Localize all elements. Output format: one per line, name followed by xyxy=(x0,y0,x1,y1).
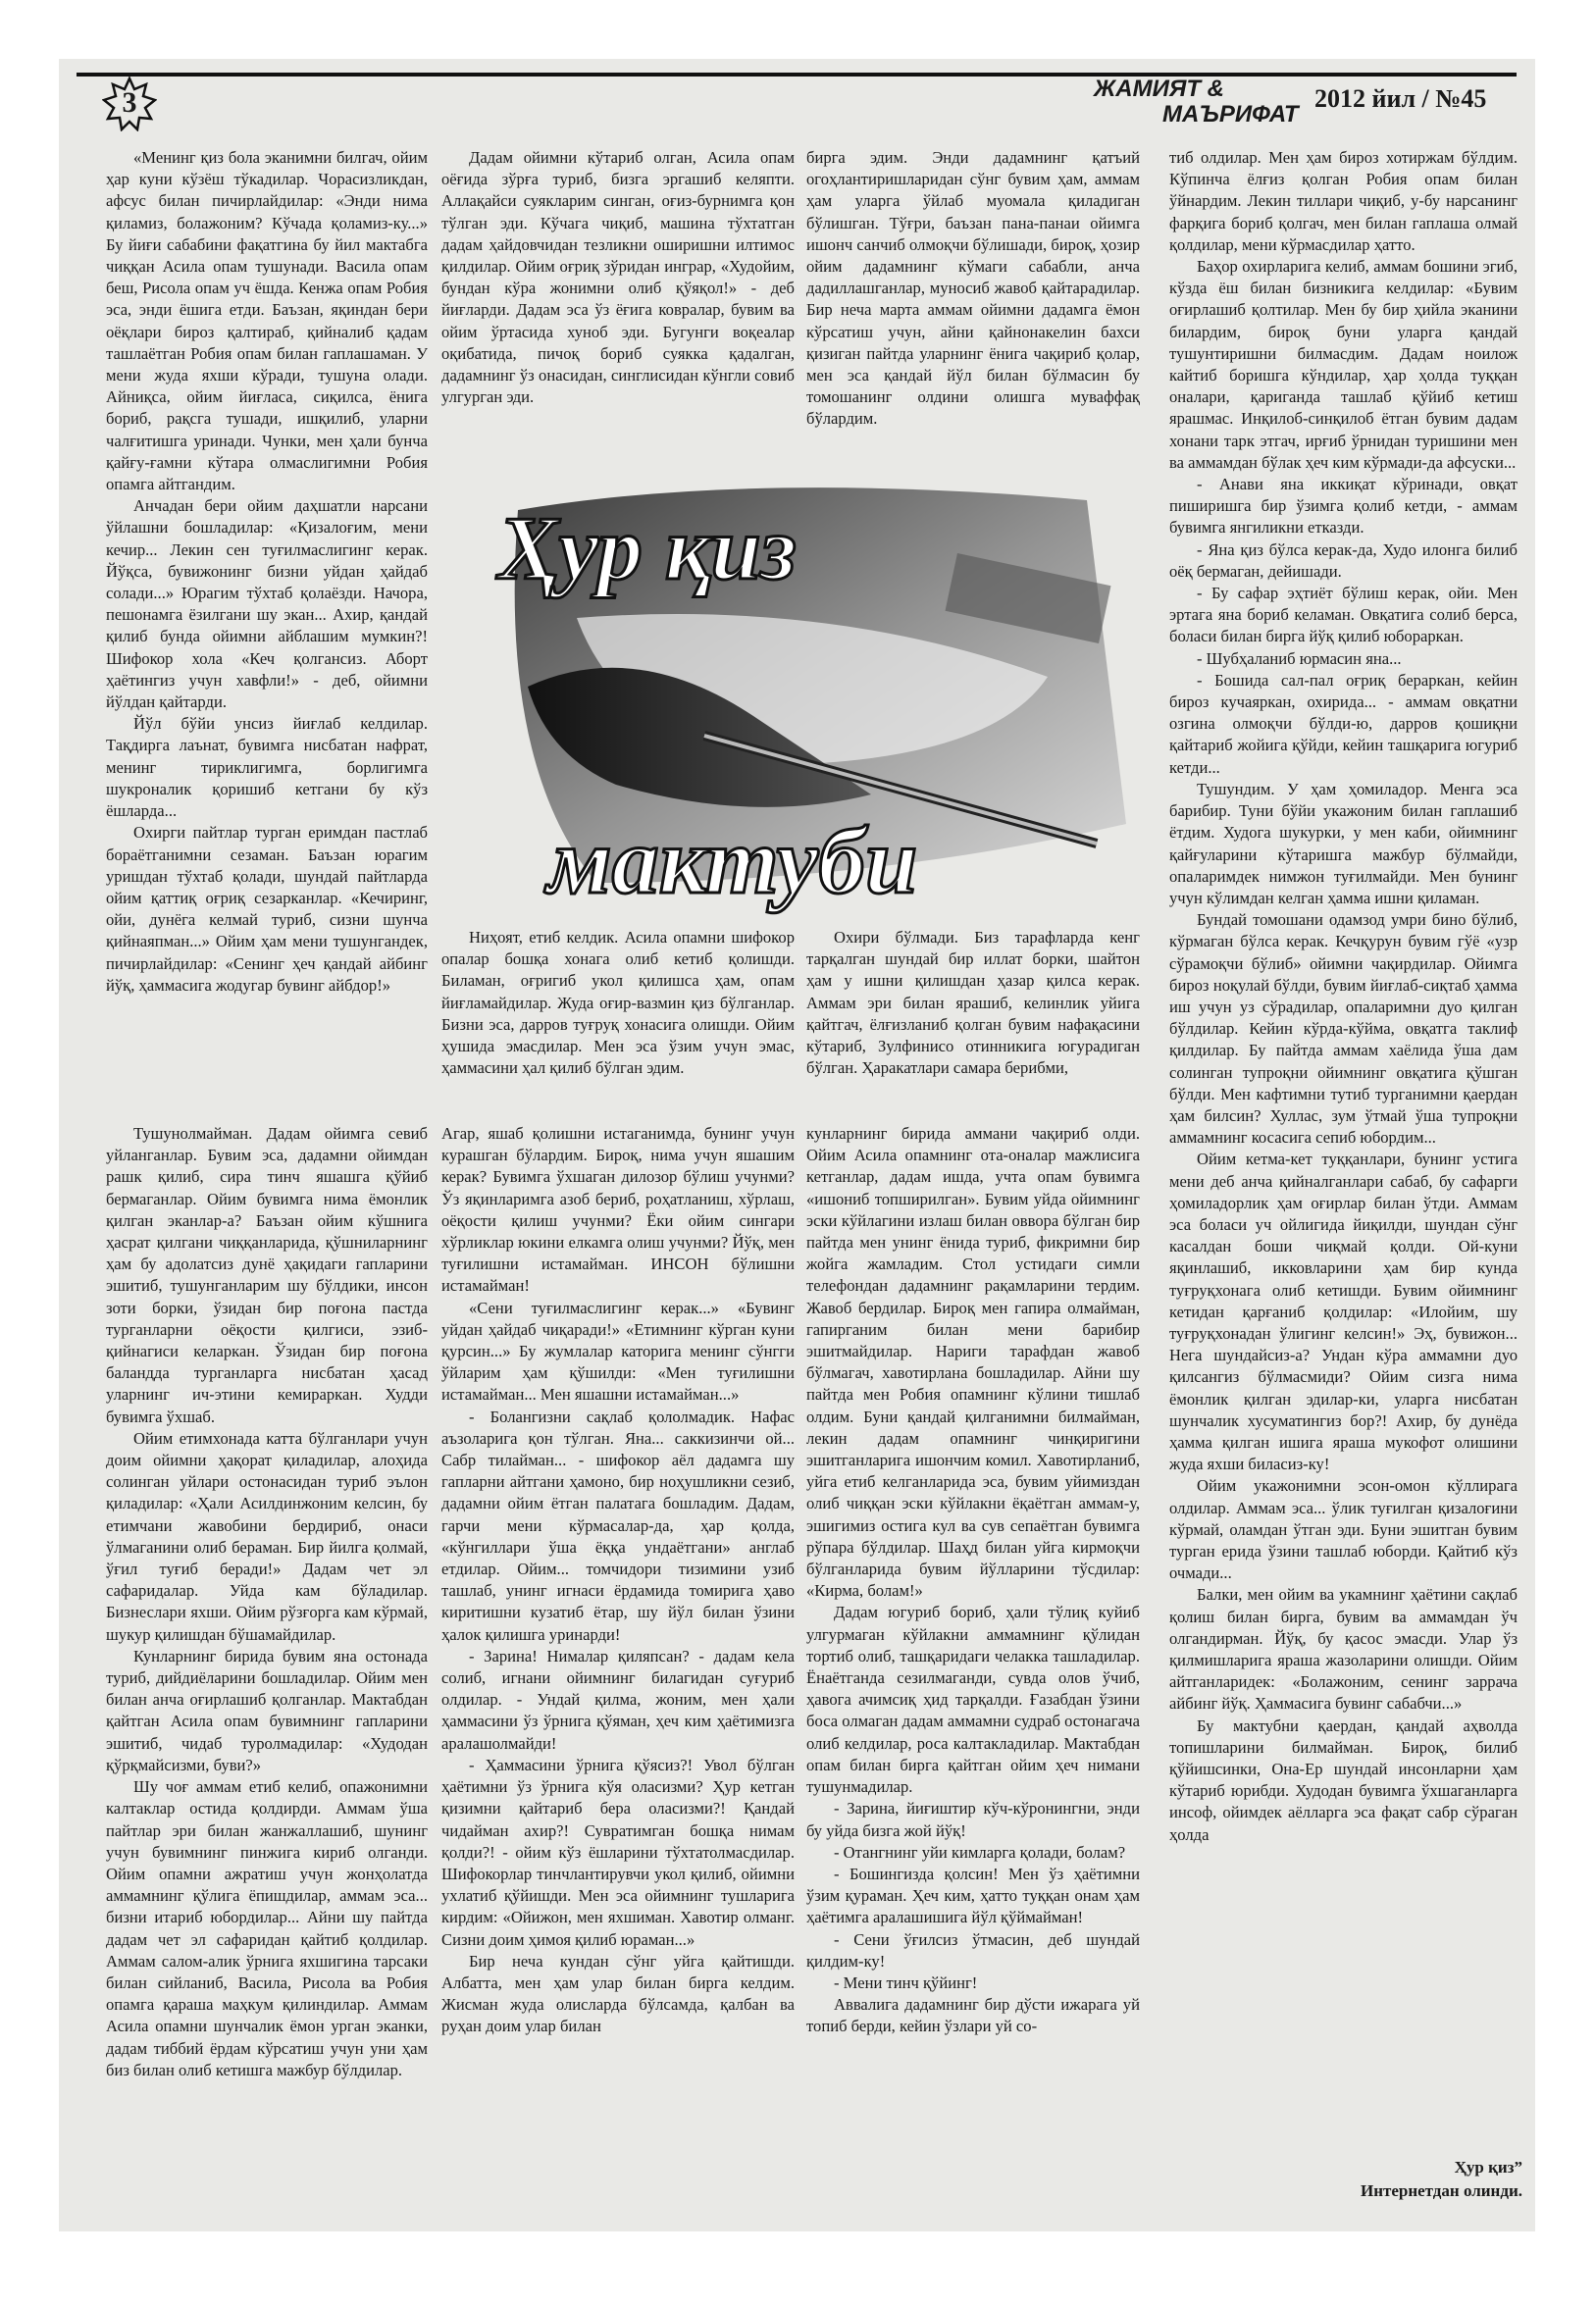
paragraph: кунларнинг бирида аммани чақириб олди. Ойим Асила опамнинг ота-оналар мажлисига кетганлар, дадам ишда, учта опам бувимга «ишониб топширилган». Бувим уйда ойимнинг эски кўйлагини излаш билан оввора бўлган бир пайтда мен унинг ёнида туриб, фикримни бир жойга жамладим. Стол устидаги симли телефондан дадамнинг рақамларини тердим. Жавоб бердилар. Бироқ мен гапира олмайман, гапирганим билан мени барибир эшитмайдилар. Нариги тарафдан жавоб бўлмагач, хавотирлана бошладилар. Айни шу пайтда мен Робия опамнинг кўлини тишлаб олдим. Буни қандай қилганимни билмайман, лекин дадам опамнинг чинқиригини эшитганларига ишончим комил. Хавотирланиб, уйга етиб келганларида эса, бувим уйимиздан олиб чиққан эски кўйлакни ёқаётган аммам-у, эшигимиз остига кул ва сув сепаётган бувимга рўпара бўлдилар. Шаҳд билан уйга кирмоқчи бўлганларида бувим йўлларини тўсдилар: «Кирма, болам!» xyxy=(806,1124,1140,1601)
page-number: 3 xyxy=(122,86,137,119)
column-4 xyxy=(1169,147,1518,1846)
paragraph: бирга эдим. Энди дадамнинг қатъий огоҳлантиришларидан сўнг бувим ҳам, аммам ҳам уларга ўйлаб муомала қиладиган бўлишган. Тўғри, баъзан пана-панаи ойимга ишонч санчиб олмоқчи бўлишади, бироқ, ҳозир ойим дадамнинг кўмаги сабабли, анча дадиллашганлар, муносиб жавоб қайтарадилар. Бир неча марта аммам ойимни дадамга ёмон кўрсатиш учун, айни қайнонакелин бахси қизиган пайтда уларнинг ёнига чақириб қолар, мен эса қандай йўл билан бўлмасин бу томошанинг олдини олишга муваффақ бўлардим. xyxy=(806,148,1140,429)
column-2-bottom xyxy=(441,1123,795,2038)
page-number-badge xyxy=(102,77,157,131)
masthead xyxy=(1084,76,1299,128)
paragraph: Дадам ойимни кўтариб олган, Асила опам оёғида зўрға туриб, бизга эргашиб келяпти. Аллақайси суякларим синган, оғиз-бурнимга қон тўлган эди. Кўчага чиқиб, машина тўхтатган дадам ҳайдовчидан тезликни оширишни илтимос қилдилар. Ойим оғриқ зўридан инграр, «Худойим, бундан кўра жонимни олиб қўяқол!» - деб йиғларди. Дадам эса ўз ёғига ковралар, бувим ва ойим ўртасида хуноб эди. Бугунги воқеалар оқибатида, пичоқ бориб суякка қадалган, дадамнинг ўз онасидан, синглисидан кўнгли совиб улгурган эди. xyxy=(441,148,795,407)
column-3-bottom xyxy=(806,1123,1140,2038)
paragraph: Агар, яшаб қолишни истаганимда, бунинг учун курашган бўлардим. Бироқ, нима учун яшашим керак? Бувимга ўхшаган дилозор бўлиш учунми? Ўз яқинларимга азоб бериб, роҳатланиш, хўрлаш, оёқости қилиш учунми? Ёки ойим сингари хўрликлар юкини елкамга олиш учунми? Йўқ, мен туғилишни истамайман. ИНСОН бўлишни истамайман! xyxy=(441,1124,795,1296)
column-2-middle xyxy=(441,927,795,1079)
paragraph: - Зарина! Нималар қиляпсан? - дадам кела солиб, игнани ойимнинг билагидан суғуриб олдилар. - Ундай қилма, жоним, мен ҳали ҳаммасини ўз ўрнига қўяман, ҳеч ким ҳаётимизга аралашолмайди! xyxy=(441,1646,795,1753)
issue-label: 2012 йил / №45 xyxy=(1314,84,1487,113)
article-signature xyxy=(1361,2156,1522,2203)
paragraph: Аввалига дадамнинг бир дўсти ижарага уй топиб берди, кейин ўзлари уй со- xyxy=(806,1995,1140,2036)
paragraph: «Менинг қиз бола эканимни билгач, ойим ҳар куни кўзёш тўкадилар. Чорасизликдан, афсус билан пичирлайдилар: «Энди нима қиламиз, болажоним? Кўчада қоламиз-ку...» Бу йиғи сабабини фақатгина бу йил мактабга чиққан Асила опам тушунади. Васила опам беш, Рисола опам уч ёшда. Кенжа опам Робия эса, энди ёшига етди. Баъзан, яқиндан бери оёқлари бироз қалтираб, қийналиб қадам ташлаётган Робия опам билан гаплашаман. У мени жуда яхши кўради, тушуна олади. Айниқса, ойим йиғласа, сиқилса, ёнига бориб, рақсга тушади, ишқилиб, уларни чалғитишга уринади. Чунки, мен ҳали бунча қайғу-ғамни кўтара олмаслигимни Робия опамга айтгандим. xyxy=(106,148,428,494)
paragraph: Кунларнинг бирида бувим яна остонада туриб, дийдиёларини бошладилар. Ойим мен билан анча оғирлашиб қолганлар. Мактабдан қайтган Асила опам бувимнинг гапларини эшитиб, чидаб туролмадилар: «Худодан қўрқмайсизми, буви?» xyxy=(106,1646,428,1774)
paragraph: - Бошингизда қолсин! Мен ўз ҳаётимни ўзим қураман. Ҳеч ким, ҳатто туққан онам ҳам ҳаётимга аралашишига йўл қўймайман! xyxy=(806,1864,1140,1927)
column-1-top xyxy=(106,147,428,997)
paragraph: - Сени ўғилсиз ўтмасин, деб шундай қилдим-ку! xyxy=(806,1929,1140,1971)
signature-author: Ҳур қиз” xyxy=(1454,2158,1522,2177)
paragraph: - Шубҳаланиб юрмасин яна... xyxy=(1197,648,1402,668)
column-2-top xyxy=(441,147,795,408)
paragraph: Йўл бўйи унсиз йиғлаб келдилар. Тақдирга лаънат, бувимга нисбатан нафрат, менинг тириклигимга, борлигимга шукроналик қоришиб кетгани бу кўз ёшларда... xyxy=(106,714,428,821)
paragraph: - Болангизни сақлаб қололмадик. Нафас аъзоларига қон тўлган. Яна... саккизинчи ой... Сабр тилайман... - шифокор аёл дадамга шу гапларни айтгани ҳамоно, бир ноҳушликни сезиб, дадамни ойим ётган палатага бошладим. Дадам, гарчи мени кўрмасалар-да, ҳар қолда, «кўнгиллари ўша ёққа ундаётгани» англаб етдилар. Ойим... томчидори тизимини узиб ташлаб, унинг игнаси ёрдамида томирига ҳаво киритишни кузатиб ётар, шу йўл билан ўзини ҳалок қилишга уринарди! xyxy=(441,1407,795,1644)
paragraph: Ойим етимхонада катта бўлганлари учун доим ойимни ҳақорат қиладилар, алоҳида солинган уйлари остонасидан туриб эълон қиладилар: «Ҳали Асилдинжоним келсин, бу етимчани жавобини бердириб, онаси ўлмаганини олиб бераман. Бир йилга қолмай, ўғил туғиб беради!» Дадам чет эл сафаридалар. Уйда кам бўладилар. Бизнеслари яхши. Ойим рўзғорга кам кўрмай, шукур қилишдан бўшамайдилар. xyxy=(106,1428,428,1644)
paragraph: Ниҳоят, етиб келдик. Асила опамни шифокор опалар бошқа хонага олиб кетиб қолишди. Биламан, оғригиб укол қилишса ҳам, опам йиғламайдилар. Жуда оғир-вазмин қиз бўлганлар. Бизни эса, дарров туғруқ хонасига олишди. Ойим ҳушида эмасдилар. Мен эса ўзим учун эмас, ҳаммасини ҳал қилиб бўлган эдим. xyxy=(441,928,795,1078)
paragraph: - Бу сафар эҳтиёт бўлиш керак, ойи. Мен эртага яна бориб келаман. Овқатига солиб берса, боласи билан бирга йўқ қилиб юбораркан. xyxy=(1169,584,1518,646)
illustration-title-1: Ҳур қиз xyxy=(498,498,797,598)
paragraph: - Мени тинч қўйинг! xyxy=(834,1972,978,1992)
column-3-middle xyxy=(806,927,1140,1079)
paragraph: Тушунолмайман. Дадам ойимга севиб уйланганлар. Бувим эса, дадамни ойимдан рашк қилиб, сира тинч яшашга қўйиб бермаганлар. Ойим бувимга нима ёмонлик қилган эканлар-а? Баъзан ойим кўшнига ҳасрат қилгани чиққанларида, қўшниларнинг ҳам бу адолатсиз дунё ҳақидаги гапларини эшитиб, тушунганларим шу бўлдики, инсон зоти борки, ўзидан бир поғона пастда турганларни оёқости қилгиси, эзиб-қийнагиси келаркан. Ўзидан бир поғона баландда турганларга нисбатан ҳасад уларнинг ич-этини кемираркан. Худди бувимга ўхшаб. xyxy=(106,1124,428,1426)
paragraph: Бир неча кундан сўнг уйга қайтишди. Албатта, мен ҳам улар билан бирга келдим. Жисман жуда олисларда бўлсамда, қалбан ва руҳан доим улар билан xyxy=(441,1951,795,2036)
paragraph: Ойим укажонимни эсон-омон кўллирага олдилар. Аммам эса... ўлик туғилган қизалоғини кўрмай, оламдан ўтган эди. Буни эшитган бувим турган ерида ўзини ташлаб юборди. Қайтиб кўз очмади... xyxy=(1169,1476,1518,1583)
paragraph: Охири бўлмади. Биз тарафларда кенг тарқалган шундай бир иллат борки, шайтон ҳам у ишни қилишдан ҳазар қилса керак. Аммам эри билан ярашиб, келинлик уйига қайтгач, ёлғизланиб қолган бувим нафақасини кўтариб, Зулфинисо отинникига югурадиган бўлган. Ҳаракатлари самара берибми, xyxy=(806,928,1140,1078)
paragraph: Шу чоғ аммам етиб келиб, опажонимни калтаклар остида қолдирди. Аммам ўша пайтлар эри билан жанжаллашиб, шунинг учун бувимнинг пинжига кириб олганди. Ойим опамни ажратиш учун жонҳолатда аммамнинг қўлига ёпишдилар, аммам эса... бизни итариб юбордилар... Айни шу пайтда дадам чет эл сафаридан қайтиб қолдилар. Аммам салом-алик ўрнига яхшигина тарсаки билан сийланиб, Васила, Рисола ва Робия опамга қараша маҳкум қилиндилар. Аммам Асила опамни шунчалик ёмон урган эканки, дадам тиббий ёрдам кўрсатиш учун уни ҳам биз билан олиб кетишга мажбур бўлдилар. xyxy=(106,1777,428,2079)
feather-quill-illustration xyxy=(459,471,1136,917)
paragraph: Тушундим. У ҳам ҳомиладор. Менга эса барибир. Туни бўйи укажоним билан гаплашиб ётдим. Худога шукурки, у мен каби, ойимнинг қайғуларини кўтаришга мажбур бўлмайди, опаларимдек нимжон туғилмайди. Мен бунинг учун кўлимдан келган ҳамма ишни қиламан. xyxy=(1169,779,1518,907)
paragraph: - Зарина, йиғиштир кўч-кўронингни, энди бу уйда бизга жой йўқ! xyxy=(806,1799,1140,1840)
paragraph: - Бошида сал-пал оғриқ бераркан, кейин бироз кучаяркан, охирида... - аммам овқатни озгина олмоқчи бўлди-ю, даррoв қошиқни қайтариб жойига қўйди, кейин ташқарига югуриб кетди... xyxy=(1169,670,1518,777)
column-3-top xyxy=(806,147,1140,431)
column-1-bottom xyxy=(106,1123,428,2081)
paragraph: Ойим кетма-кет туққанлари, бунинг устига мени деб анча қийналганлари сабаб, бу сафарги ҳомиладорлик ҳам оғирлар билан ўтди. Аммам эса боласи уч ойлигида йиқилди, шундан сўнг касалдан боши чиқмай қолди. Ой-куни яқинлашиб, икковларини ҳам бир кунда туғруқхонага олиб кетишди. Бувим ойимнинг кетидан қарғаниб қолдилар: «Илойим, шу туғруқхонадан ўлигинг келсин!» Эҳ, бувижон... Нега шундайсиз-а? Ундан кўра аммамни дуо қилсангиз бўлмасмиди? Ойим сизга нима ёмонлик қилган эдилар-ки, уларга нисбатан шунчалик хусуматингиз бор?! Ахир, бу дунёда ҳамма қилган ишига яраша мукофот олишини жуда яхши биласиз-ку! xyxy=(1169,1150,1518,1474)
paragraph: тиб олдилар. Мен ҳам бироз хотиржам бўлдим. Кўпинча ёлғиз қолган Робия опам билан ўйнардим. Лекин тиллари чиқиб, у-бу нарсанинг фарқига бориб қолгач, мен билан гаплаша олмай қолдилар, мени кўрмасдилар ҳатто. xyxy=(1169,148,1518,254)
paragraph: Бу мактубни қаердан, қандай аҳволда топишларини билмайман. Бироқ, билиб қўйишсинки, Она-Ер шундай инсонларни ҳам кўтариб юрибди. Худодан бувимга ўхшаганларга инсоф, ойимдек аёлларга эса фақат сабр сўраган ҳолда xyxy=(1169,1716,1518,1844)
paragraph: Бундай томошани одамзод умри бино бўлиб, кўрмаган бўлса керак. Кечқурун бувим гўё «узр сўрамоқчи бўлиб» ойимни чақирдилар. Ойимга бироз ноқулай бўлди, бувим йиғлаб-сиқтаб ҳамма иш учун уз сўрадилар, опаларимни дуо қилган бўлдилар. Кейин кўрда-кўйма, овқатга таклиф қилдилар. Бу пайтда аммам хаёлида ўша дам солинган тупроқни ойимнинг овқатига қўшган бўлди. Мен кафтимни тутиб турганимни қаердан ҳам билсин? Хуллас, зум ўтмай ўша тупроқни аммамнинг косасига сепиб юбордим... xyxy=(1169,910,1518,1148)
paragraph: - Ҳаммасини ўрнига қўясиз?! Увол бўлган ҳаётимни ўз ўрнига кўя оласизми? Ҳур кетган қизимни қайтариб бера оласизми?! Қандай чидайман ахир?! Сувратимган бошқа нимам қолди?! - ойим кўз ёшларини тўхтатолмасдилар. Шифокорлар тинчлантирувчи укол қилиб, ойимни ухлатиб қўйишди. Мен эса ойимнинг тушларига кирдим: «Ойижон, мен яхшиман. Хавотир олманг. Сизни доим ҳимоя қилиб юраман...» xyxy=(441,1755,795,1949)
paragraph: - Яна қиз бўлса керак-да, Худо илонга билиб оёқ бермаган, дейишади. xyxy=(1169,539,1518,581)
paragraph: Дадам югуриб бориб, ҳали тўлиқ куйиб улгурмаган кўйлакни аммамнинг қўлидан тортиб олиб, ташқаридаги челакка ташладилар. Ёнаётганда сезилмаганди, сувда олов ўчиб, ҳавога ачимсиқ ҳид тарқалди. Ғазабдан ўзини боса олмаган дадам аммамни судраб остонагача олиб келдилар, роса калтакладилар. Мактабдан опам билан бирга қайтган ойим ҳеч нимани тушунмадилар. xyxy=(806,1603,1140,1797)
paragraph: Баҳор охирларига келиб, аммам бошини эгиб, кўзда ёш билан бизникига келдилар: «Бувим оғирлашиб қолтилар. Мен бу бир ҳийла эканини билардим, бироқ буни уларга қандай тушунтиришни билмасдим. Дадам ноилож кайтиб боришга кўндилар, ҳар ҳолда туққан оналари, қаригандa ташлаб қўйиб кетиш ярашмас. Инқилоб-синқилоб ётган бувим дадам хонани тарк этгач, ирғиб ўрнидан туришини мен ва аммамдан бўлак ҳеч ким кўрмади-да афсуски... xyxy=(1169,257,1518,472)
paragraph: Анчадан бери ойим даҳшатли нарсани ўйлашни бошладилар: «Қизалоғим, мени кечир... Лекин сен туғилмаслигинг керак. Йўқса, бувижонинг бизни уйдан ҳайдаб солади...» Юрагим тўхтаб қолаёзди. Начора, пешонамга ёзилгани шу экан... Ахир, қандай қилиб бунда ойимни айблашим мумкин?! Шифокор хола «Кеч қолгансиз. Аборт ҳаётингиз учун хавфли!» - деб, ойимни йўлдан қайтарди. xyxy=(106,496,428,712)
paragraph: «Сени туғилмаслигинг керак...» «Бувинг уйдан ҳайдаб чиқаради!» «Етимнинг кўрган куни қурсин...» Бу жумлалар каторига менинг сўнгги ўйларим ҳам қўшилди: «Мен туғилишни истамайман... Мен яшашни истамайман...» xyxy=(441,1298,795,1405)
header-rule xyxy=(77,73,1517,77)
masthead-line1: ЖАМИЯТ & xyxy=(1094,76,1224,102)
masthead-line2: МАЪРИФАТ xyxy=(1162,101,1299,128)
paragraph: Балки, мен ойим ва укамнинг ҳаётини сақлаб қолиш билан бирга, бувим ва аммамдан ўч олгандирман. Йўқ, бу қасос эмасди. Улар ўз қилмишларига яраша жазоларини олишди. Ойим айтганларидек: «Болажоним, сенинг заррача айбинг йўқ. Ҳаммасига бувинг сабабчи...» xyxy=(1169,1585,1518,1714)
illustration-title-2: мактуби xyxy=(547,808,918,913)
signature-source: Интернетдан олинди. xyxy=(1360,2181,1522,2200)
paragraph: - Отангнинг уйи кимларга қолади, болам? xyxy=(834,1842,1126,1862)
paragraph: - Анави яна иккиқат кўринади, овқат пиширишга бир ўзимга қолиб кетди, - аммам бувимга янгиликни етказди. xyxy=(1169,475,1518,538)
paragraph: Охирги пайтлар турган еримдан пастлаб бораётганимни сезаман. Баъзан юрагим уришдан тўхтаб қолади, шундай пайтларда ойим қаттиқ оғриқ сезарканлар. «Кечиринг, ойи, дунёга келмай туриб, сизни шунча қийнаяпман...» Ойим ҳам мени тушунгандек, пичирлайдилар: «Сенинг ҳеч қандай айбинг йўқ, ҳаммасига жодугар бувинг айбдор!» xyxy=(106,823,428,995)
